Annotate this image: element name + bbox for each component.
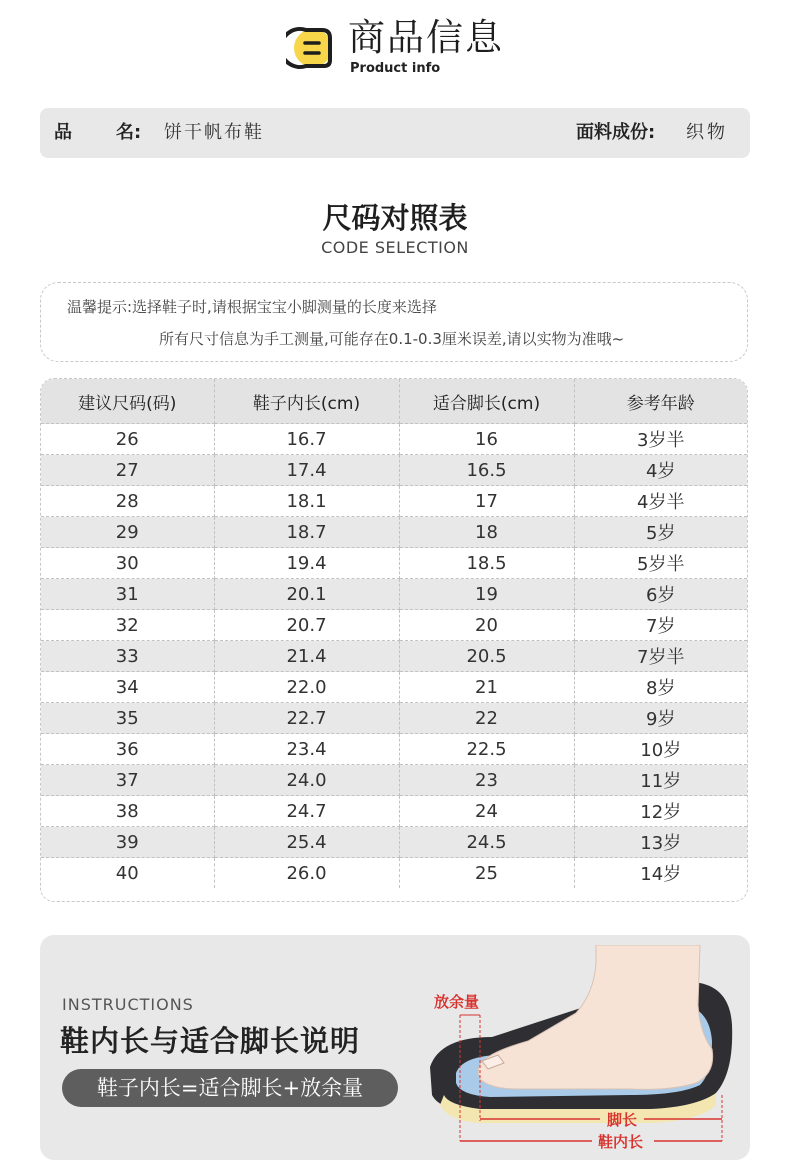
product-info-bar <box>40 108 750 158</box>
size-chart-subtitle: CODE SELECTION <box>321 238 469 257</box>
cell-size: 27 <box>41 455 214 486</box>
table-row <box>41 796 747 827</box>
cell-inner-length: 22.7 <box>214 703 399 734</box>
table-row <box>41 579 747 610</box>
instructions-title: 鞋内长与适合脚长说明 <box>60 1024 361 1058</box>
cell-inner-length: 22.0 <box>214 672 399 703</box>
shoe-foot-diagram <box>400 945 745 1157</box>
table-row <box>41 703 747 734</box>
table-row <box>41 548 747 579</box>
cell-size: 36 <box>41 734 214 765</box>
cell-foot-length: 24 <box>399 796 574 827</box>
header-foot-length: 适合脚长(cm) <box>399 379 574 424</box>
cell-age: 11岁 <box>574 765 747 796</box>
cell-inner-length: 19.4 <box>214 548 399 579</box>
table-row <box>41 610 747 641</box>
cell-age: 8岁 <box>574 672 747 703</box>
instructions-panel <box>40 935 750 1160</box>
cell-size: 29 <box>41 517 214 548</box>
material-label: 面料成份: <box>576 122 656 143</box>
cell-inner-length: 26.0 <box>214 858 399 889</box>
cell-foot-length: 20.5 <box>399 641 574 672</box>
page-title: 商品信息 <box>348 16 504 59</box>
header-age: 参考年龄 <box>574 379 747 424</box>
cell-inner-length: 24.7 <box>214 796 399 827</box>
cell-inner-length: 23.4 <box>214 734 399 765</box>
cell-age: 12岁 <box>574 796 747 827</box>
cell-size: 40 <box>41 858 214 889</box>
cell-foot-length: 18.5 <box>399 548 574 579</box>
tip-box <box>40 282 748 362</box>
cell-age: 14岁 <box>640 864 682 885</box>
cell-size: 35 <box>41 703 214 734</box>
table-row <box>41 455 747 486</box>
cell-inner-length: 20.1 <box>214 579 399 610</box>
table-row <box>41 858 747 889</box>
cell-age: 7岁半 <box>574 641 747 672</box>
cell-age: 5岁半 <box>574 548 747 579</box>
table-row <box>41 734 747 765</box>
foot-shape <box>478 945 712 1089</box>
info-list-icon <box>286 24 334 72</box>
cell-size: 37 <box>41 765 214 796</box>
cell-size: 34 <box>41 672 214 703</box>
cell-inner-length: 17.4 <box>214 455 399 486</box>
cell-foot-length: 16.5 <box>399 455 574 486</box>
cell-foot-length: 20 <box>399 610 574 641</box>
foot-length-label: 脚长 <box>607 1112 638 1129</box>
cell-foot-length: 22 <box>399 703 574 734</box>
cell-age: 9岁 <box>574 703 747 734</box>
size-table <box>40 378 748 902</box>
cell-inner-length: 18.1 <box>214 486 399 517</box>
cell-foot-length: 17 <box>399 486 574 517</box>
cell-foot-length: 19 <box>399 579 574 610</box>
cell-age: 4岁半 <box>574 486 747 517</box>
cell-size: 38 <box>41 796 214 827</box>
table-row <box>41 641 747 672</box>
cell-size: 32 <box>41 610 214 641</box>
cell-age: 13岁 <box>574 827 747 858</box>
cell-inner-length: 25.4 <box>214 827 399 858</box>
cell-age: 5岁 <box>574 517 747 548</box>
header-size: 建议尺码(码) <box>41 379 214 424</box>
cell-foot-length: 18 <box>399 517 574 548</box>
inner-length-label: 鞋内长 <box>598 1134 644 1151</box>
header-inner-length: 鞋子内长(cm) <box>214 379 399 424</box>
cell-inner-length: 24.0 <box>214 765 399 796</box>
cell-age: 4岁 <box>574 455 747 486</box>
table-row <box>41 765 747 796</box>
tip-line-1: 温馨提示:选择鞋子时,请根据宝宝小脚测量的长度来选择 <box>67 298 437 316</box>
cell-age: 3岁半 <box>574 424 747 455</box>
table-row <box>41 517 747 548</box>
cell-inner-length: 18.7 <box>214 517 399 548</box>
table-header-row <box>41 379 747 424</box>
table-row <box>41 424 747 455</box>
cell-size: 31 <box>41 579 214 610</box>
cell-inner-length: 20.7 <box>214 610 399 641</box>
cell-age: 10岁 <box>574 734 747 765</box>
allowance-label: 放余量 <box>434 994 480 1011</box>
size-chart-title: 尺码对照表 <box>322 201 468 235</box>
tip-line-2: 所有尺寸信息为手工测量,可能存在0.1-0.3厘米误差,请以实物为准哦~ <box>159 330 625 348</box>
table-row <box>41 827 747 858</box>
cell-foot-length: 23 <box>399 765 574 796</box>
cell-size: 39 <box>41 827 214 858</box>
product-name-value: 饼干帆布鞋 <box>164 122 264 143</box>
cell-foot-length: 21 <box>399 672 574 703</box>
cell-age: 6岁 <box>574 579 747 610</box>
page-header <box>0 0 790 90</box>
cell-inner-length: 16.7 <box>214 424 399 455</box>
cell-size: 33 <box>41 641 214 672</box>
cell-inner-length: 21.4 <box>214 641 399 672</box>
table-row <box>41 672 747 703</box>
cell-foot-length: 16 <box>399 424 574 455</box>
instructions-en-label: INSTRUCTIONS <box>62 995 194 1014</box>
name-label-char1: 品 <box>54 122 72 143</box>
name-label-char2: 名: <box>116 122 142 143</box>
page-subtitle: Product info <box>350 61 441 76</box>
formula-badge: 鞋子内长=适合脚长+放余量 <box>62 1069 398 1107</box>
cell-foot-length: 25 <box>399 858 574 889</box>
cell-foot-length: 24.5 <box>399 827 574 858</box>
cell-age: 7岁 <box>574 610 747 641</box>
cell-foot-length: 22.5 <box>399 734 574 765</box>
material-value: 织物 <box>686 122 728 143</box>
cell-size: 30 <box>41 548 214 579</box>
cell-size: 26 <box>41 424 214 455</box>
table-row <box>41 486 747 517</box>
cell-size: 28 <box>41 486 214 517</box>
